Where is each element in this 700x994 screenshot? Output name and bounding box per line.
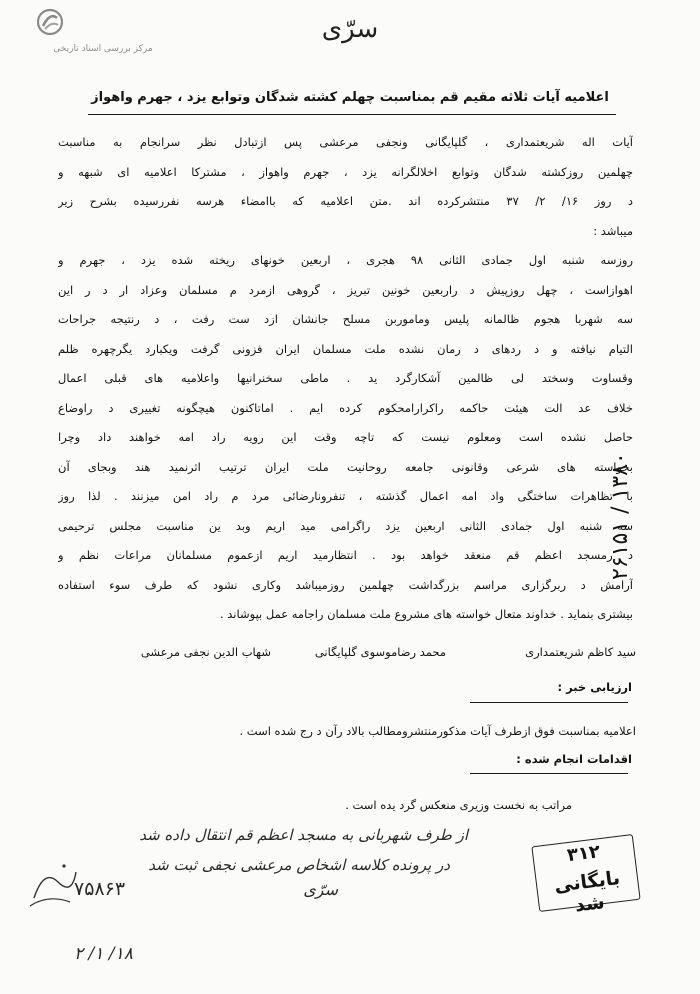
stamp-number: ۳۱۲ — [565, 841, 602, 867]
archive-logo — [10, 6, 190, 62]
secret-mark: سرّی — [321, 14, 379, 44]
body-line: روزسه شنبه اول جمادی الثانی ۹۸ هجری ، اربعین خونهای ریخته شده یزد ، جهرم و — [58, 253, 633, 267]
body-line: حاصل نشده است ومعلوم نیست که تاچه وقت این رویه راد امه خواهند داد وچرا — [58, 430, 633, 444]
handwritten-number: ۷۵۸۶۳ — [74, 878, 126, 900]
note-line: اعلامیه بمناسبت فوق ازطرف آیات مذکورمنتشرومطالب بالاد رآن د رج شده است . — [239, 724, 636, 738]
archive-emblem-icon — [37, 8, 63, 36]
body-line: وقساوت وسختد لی ظالمین آشکارگرد ید . ماطی سخنرانیها واعلامیه های قبلی اعمال — [58, 371, 633, 385]
scribble-mark — [24, 858, 84, 918]
handwritten-date: ۱۸/ ۱/ ۲ — [74, 944, 133, 964]
body-line: سه شهربا هجوم ظالمانه پلیس وماموربن مسلح جانشان ازد ست رفت ، د رنتیجه جراحات — [58, 312, 633, 326]
closing-line: مراتب به نخست وزیری منعکس گرد یده است . — [345, 798, 572, 812]
body-line: سه شنبه اول جمادی الثانی اربعین یزد راگرامی مید اریم وبد ین مناسبت مجلس ترحیمی — [58, 518, 633, 533]
archived-stamp — [531, 834, 640, 917]
handwritten-note: از طرف شهربانی به مسجد اعظم قم انتقال داده شد — [139, 826, 468, 844]
body-line: با تظاهرات ساختگی واد امه اعمال گذشته ، تنفرونارضائی مرد م راد امن میزنند . لذا روز — [58, 489, 633, 503]
signatory: محمد رضاموسوی گلپایگانی — [314, 645, 446, 659]
body-line: بخواسته های شرعی وقانونی جامعه روحانیت ملت ایران ترتیب اثرنمید هند وبجای آن — [58, 459, 633, 474]
handwritten-note: در پرونده کلاسه اشخاص مرعشی نجفی ثبت شد — [148, 856, 450, 874]
document-body — [58, 128, 633, 630]
handwritten-note: سرّی — [303, 880, 338, 899]
margin-reference-number: ۲۶۱۵۱ / ۱۳۸۰ — [608, 452, 633, 580]
body-line: اهوازاست ، چهل روزپیش د راربعین خونین تبریز ، گروهی ازمرد م مسلمان وعزاد ار د ر این — [58, 282, 633, 297]
actions-label: اقدامات انجام شده : — [516, 752, 632, 766]
document-title: اعلامیه آیات ثلاثه مقیم قم بمناسبت چهلم کشته شدگان وتوابع یزد ، جهرم واهواز — [91, 90, 609, 105]
title-underline — [88, 114, 616, 115]
signatories — [96, 645, 636, 667]
body-line: د روز ۱۶/ ۲/ ۳۷ منتشرکرده اند .متن اعلامیه که باامضاء هرسه نفررسیده بشرح زیر — [58, 194, 633, 208]
body-line: آیات اله شریعتمداری ، گلپایگانی ونجفی مرعشی پس ازتبادل نظر سرانجام به مناسبت — [58, 135, 633, 149]
body-line: آرامش د ربرگزاری مراسم بزرگداشت چهلمین روزمیباشد وکاری نشود که طرف سوء استفاده — [58, 577, 633, 592]
body-line: چهلمین روزکشته شدگان وتوابع اخلالگرانه یزد ، جهرم واهواز ، مشترکا اعلامیه ای شبهه و — [58, 164, 633, 179]
body-line: خلاف عد الت هیئت حاکمه راکرارامحکوم کرده ایم . اماتاکنون هیچگونه تغییری د راوضاع — [58, 400, 633, 415]
source-evaluation-label: ارزیابی خبر : — [557, 680, 632, 694]
label-underline — [470, 773, 628, 774]
body-line: التیام نیافته و د ردهای د رمان نشده ملت مسلمان ایران فزونی گرفت ویکبارد یگرچهره ظلم — [58, 341, 633, 356]
label-underline — [470, 702, 628, 703]
stamp-label: بایگانی شد — [553, 866, 622, 917]
body-line: د رمسجد اعظم قم منعقد خواهد بود . انتظارمید اریم ازعموم مسلمانان مراعات نظم و — [58, 548, 633, 562]
signatory: سید کاظم شریعتمداری — [525, 645, 636, 659]
archive-caption: مرکز بررسی اسناد تاریخی — [53, 44, 153, 54]
body-line: بیشتری بنماید . خداوند متعال خواسته های مشروع ملت مسلمان راجامه عمل بپوشاند . — [219, 607, 633, 621]
signatory: شهاب الدین نجفی مرعشی — [140, 645, 271, 659]
body-line: میباشد : — [593, 223, 633, 238]
